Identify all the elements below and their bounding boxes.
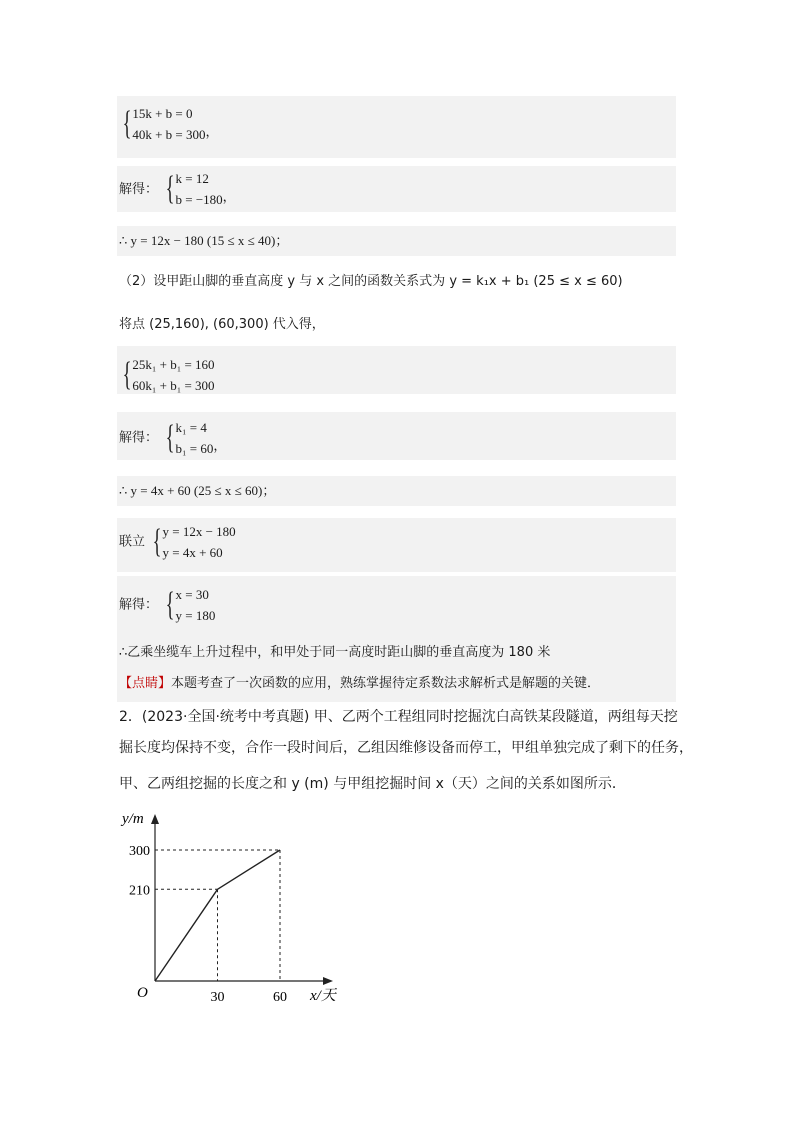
solve-label: 解得： bbox=[119, 430, 159, 446]
equation: b = −180 bbox=[175, 192, 223, 207]
series-segment bbox=[218, 850, 281, 889]
conclusion-line: ∴乙乘坐缆车上升过程中，和甲处于同一高度时距山脚的垂直高度为 180 米 bbox=[119, 645, 551, 660]
x-tick-label: 60 bbox=[273, 990, 287, 1005]
y-tick-label: 300 bbox=[129, 844, 150, 859]
series-segment bbox=[155, 889, 218, 981]
brace: { bbox=[122, 105, 132, 142]
x-axis-label: x/天 bbox=[310, 988, 336, 1004]
origin-label: O bbox=[137, 985, 148, 1001]
solve-label: 解得： bbox=[119, 181, 159, 197]
equation: y = 4x + 60 bbox=[162, 545, 223, 560]
brace: { bbox=[165, 586, 175, 623]
result-line-1: ∴ y = 12x − 180 (15 ≤ x ≤ 40)； bbox=[119, 233, 289, 248]
equation: y = 180 bbox=[175, 608, 216, 623]
x-tick-label: 30 bbox=[210, 990, 225, 1005]
substitute-line: 将点 (25,160), (60,300) 代入得， bbox=[119, 317, 325, 332]
equation: 40k + b = 300 bbox=[132, 127, 206, 142]
comment-tag: 【点睛】 bbox=[119, 676, 172, 691]
punctuation: ， bbox=[222, 188, 236, 204]
result-line-2: ∴ y = 4x + 60 (25 ≤ x ≤ 60)； bbox=[119, 483, 276, 498]
equation: 60k₁ + b₁ = 300 bbox=[132, 378, 215, 393]
solution-step-3 bbox=[119, 584, 215, 626]
solve-label: 解得： bbox=[119, 597, 159, 613]
question-line-1: 2．(2023·全国·统考中考真题) 甲、乙两个工程组同时挖掘沈白高铁某段隧道，两组每天挖 bbox=[119, 709, 678, 725]
joint-label: 联立 bbox=[119, 534, 146, 550]
brace: { bbox=[165, 419, 175, 456]
brace: { bbox=[165, 170, 175, 207]
equation-system-3 bbox=[119, 354, 215, 396]
y-axis-arrow bbox=[151, 814, 159, 824]
y-axis-label: y/m bbox=[122, 811, 144, 827]
part-2-heading: （2）设甲距山脚的垂直高度 y 与 x 之间的函数关系式为 y = k₁x + b₁ (25 ≤ x ≤ 60) bbox=[119, 274, 623, 289]
joint-system bbox=[119, 521, 236, 563]
chart bbox=[110, 808, 360, 1008]
solution-step-2 bbox=[119, 417, 226, 459]
question-line-3: 甲、乙两组挖掘的长度之和 y (m) 与甲组挖掘时间 x（天）之间的关系如图所示． bbox=[119, 776, 626, 792]
equation: y = 12x − 180 bbox=[162, 524, 236, 539]
equation: x = 30 bbox=[175, 587, 209, 602]
equation: k = 12 bbox=[175, 171, 209, 186]
solution-step-1 bbox=[119, 168, 236, 210]
equation: b₁ = 60 bbox=[175, 441, 214, 456]
comment-text: 本题考查了一次函数的应用，熟练掌握待定系数法求解析式是解题的关键． bbox=[171, 676, 601, 691]
brace: { bbox=[152, 523, 162, 560]
brace: { bbox=[122, 356, 132, 393]
equation-system-1 bbox=[119, 103, 219, 145]
y-tick-label: 210 bbox=[129, 883, 150, 899]
equation: 15k + b = 0 bbox=[132, 106, 193, 121]
equation: 25k₁ + b₁ = 160 bbox=[132, 357, 215, 372]
question-line-2: 掘长度均保持不变，合作一段时间后，乙组因维修设备而停工，甲组单独完成了剩下的任务， bbox=[119, 740, 693, 756]
punctuation: ， bbox=[205, 123, 219, 139]
equation: k₁ = 4 bbox=[175, 420, 207, 435]
x-axis-arrow bbox=[323, 977, 333, 985]
comment-line bbox=[119, 675, 600, 693]
punctuation: ， bbox=[213, 437, 227, 453]
